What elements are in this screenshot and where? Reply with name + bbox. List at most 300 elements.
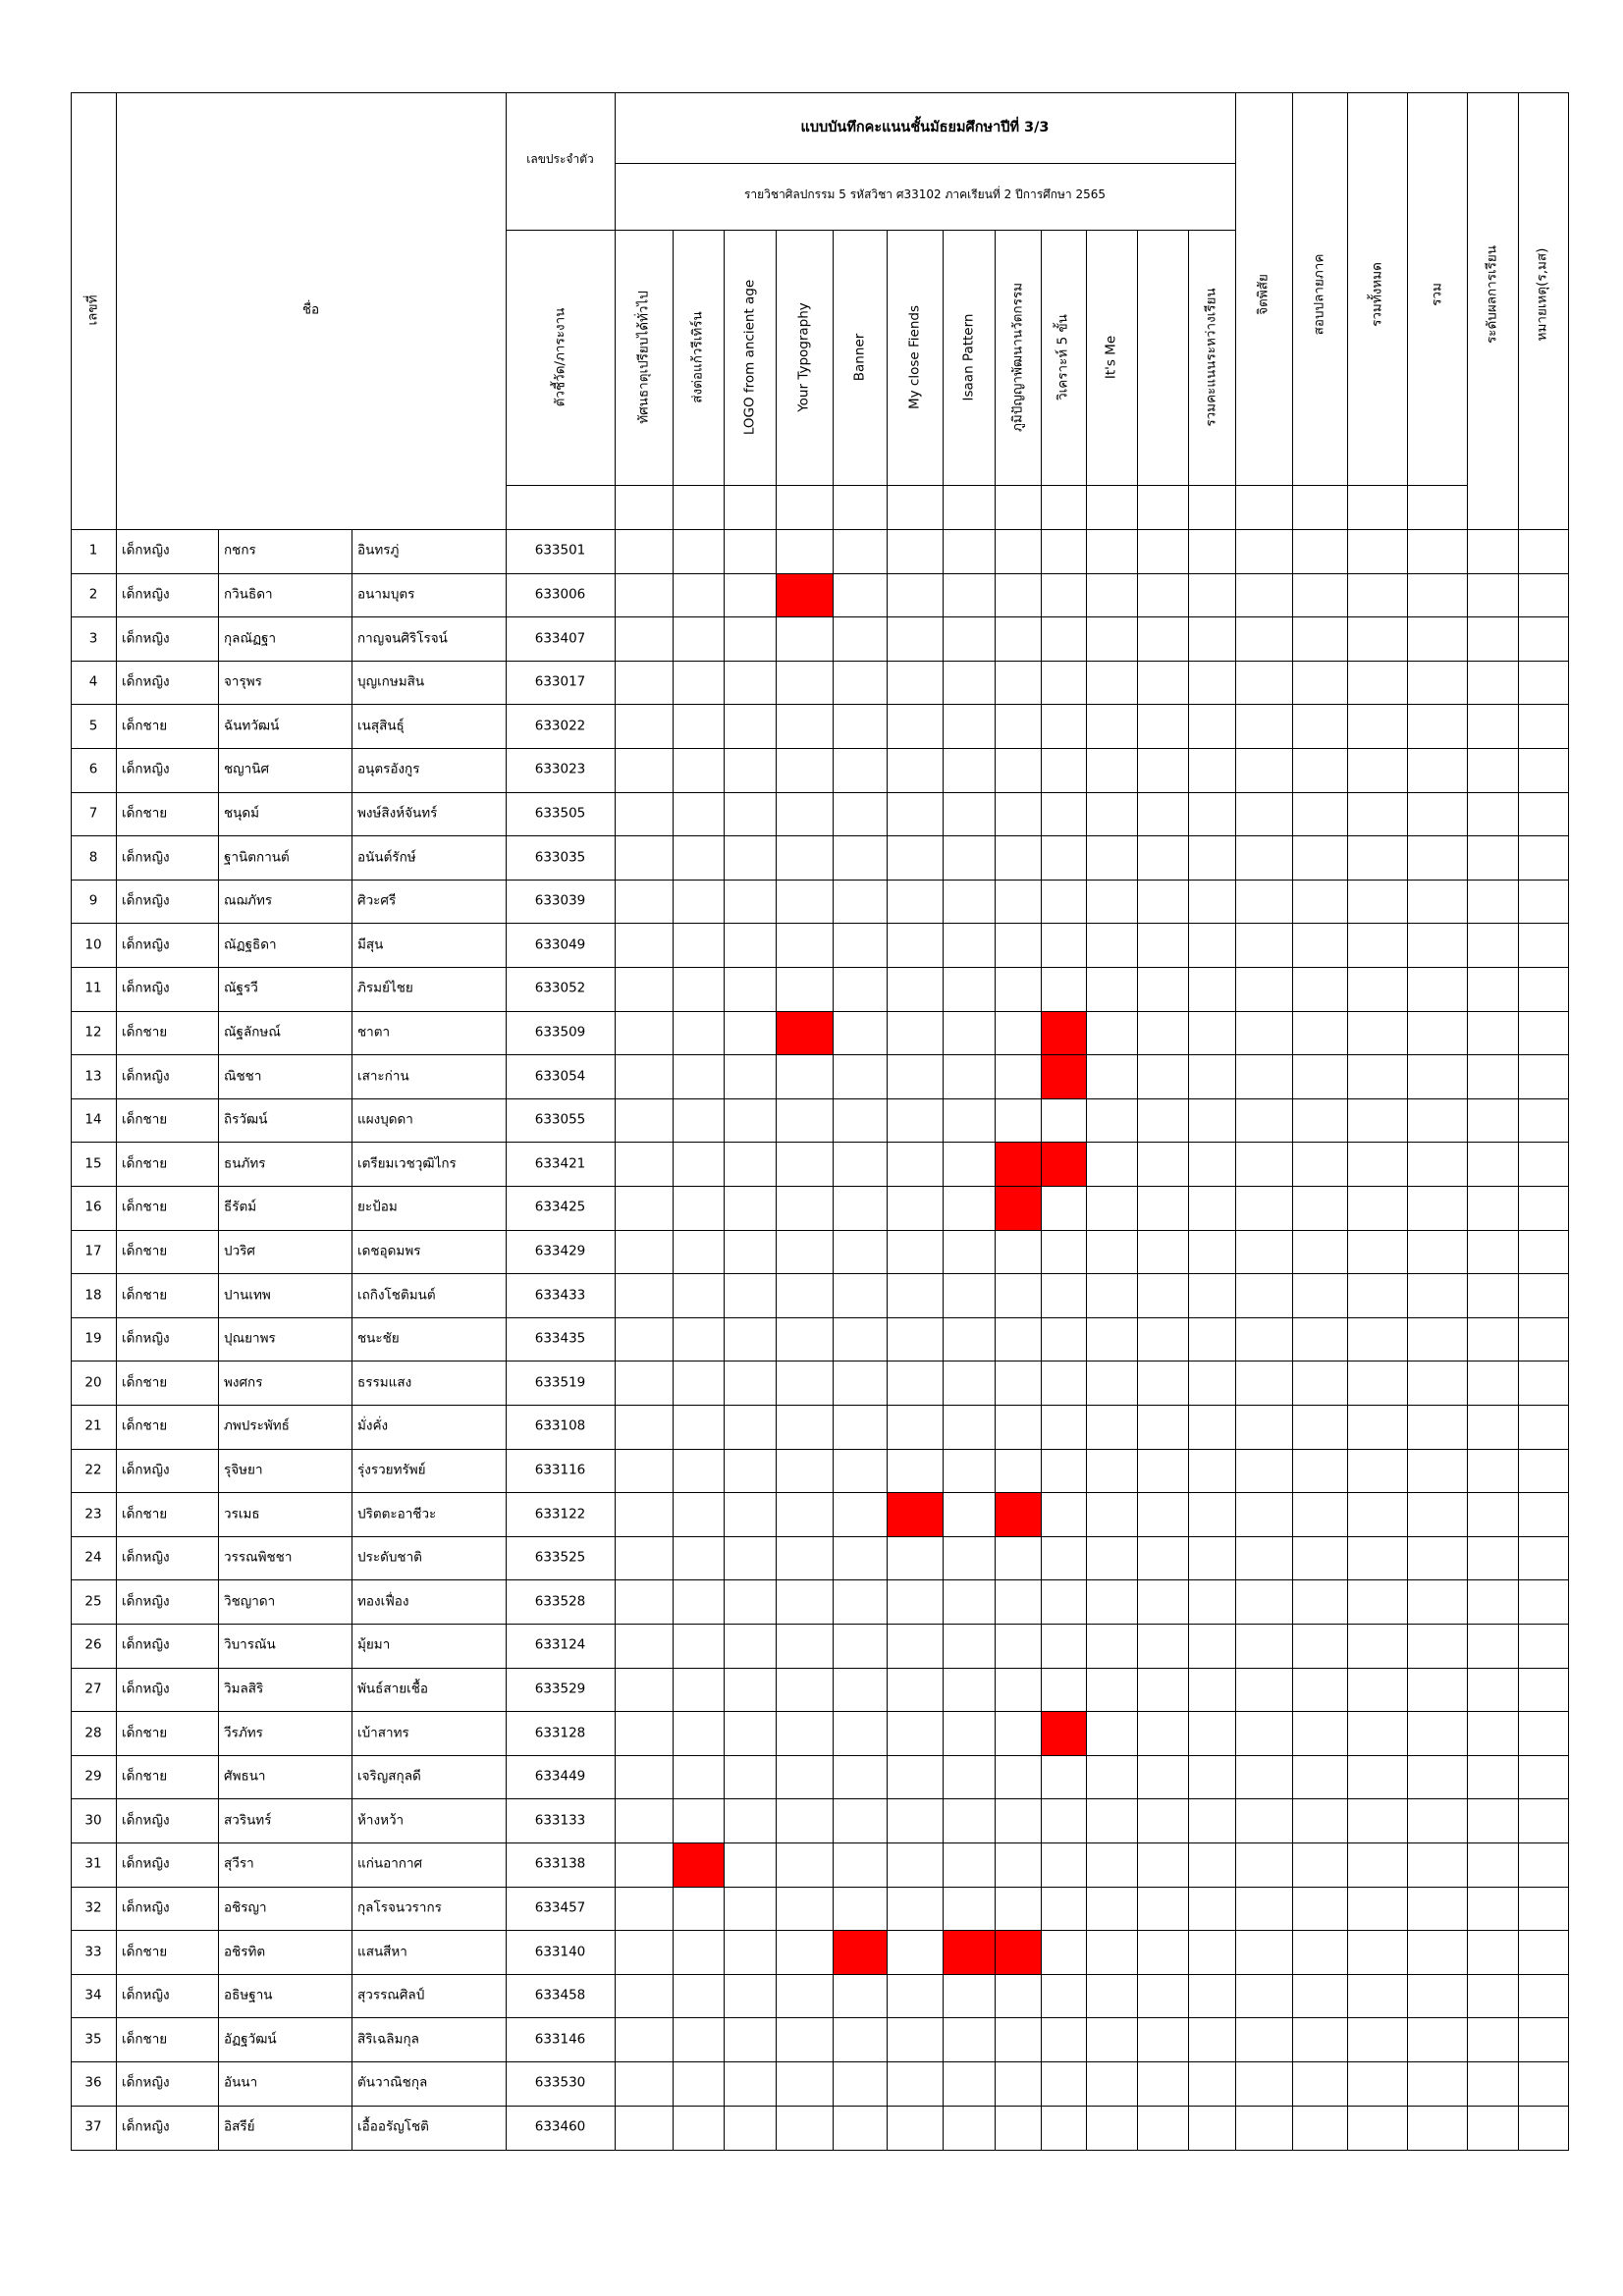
score-cell	[673, 1755, 726, 1800]
score-cell	[1407, 835, 1469, 881]
score-cell	[673, 967, 726, 1012]
student-id: 633022	[534, 717, 586, 733]
score-cell	[1407, 1668, 1469, 1713]
score-cell	[1041, 1186, 1088, 1231]
score-cell	[1137, 1755, 1190, 1800]
student-prefix: เด็กชาย	[122, 1505, 168, 1522]
score-cell	[1407, 1054, 1469, 1099]
score-cell	[1347, 661, 1409, 706]
right-header-label-4: รวม	[1428, 283, 1444, 306]
score-cell	[1086, 1579, 1139, 1625]
student-last-name: กุลโรจนวรากร	[357, 1899, 442, 1916]
student-prefix: เด็กชาย	[122, 1154, 168, 1171]
student-no: 15	[84, 1154, 102, 1171]
score-cell	[833, 1011, 889, 1056]
score-cell	[943, 2106, 997, 2151]
score-cell	[995, 1317, 1043, 1362]
score-cell	[995, 2061, 1043, 2107]
score-cell	[887, 1974, 945, 2019]
score-cell	[1347, 1887, 1409, 1932]
score-cell	[673, 792, 726, 837]
student-first-name: ภพประพัทธ์	[224, 1417, 290, 1434]
score-cell	[1235, 2061, 1294, 2107]
score-cell	[1518, 967, 1569, 1012]
score-cell	[1235, 616, 1294, 662]
student-id: 633006	[534, 586, 586, 603]
score-cell	[1041, 616, 1088, 662]
score-cell	[724, 1098, 778, 1144]
score-cell	[1188, 1405, 1237, 1450]
score-cell	[833, 835, 889, 881]
score-cell	[1467, 2017, 1520, 2062]
student-last-name: ชนะชัย	[357, 1330, 400, 1347]
score-cell	[1292, 1449, 1349, 1494]
score-cell	[1292, 1011, 1349, 1056]
score-cell	[1086, 923, 1139, 968]
student-last-name: อนุตรอังกูร	[357, 761, 420, 777]
score-cell	[1235, 1930, 1294, 1975]
score-cell	[1137, 2106, 1190, 2151]
score-cell	[1086, 1186, 1139, 1231]
score-cell	[776, 1405, 835, 1450]
score-cell	[1235, 1974, 1294, 2019]
score-cell	[1347, 1054, 1409, 1099]
score-cell	[1347, 835, 1409, 881]
score-cell	[1188, 1492, 1237, 1537]
score-cell	[833, 880, 889, 925]
score-cell	[776, 1579, 835, 1625]
score-cell	[673, 1798, 726, 1843]
score-cell	[1518, 2106, 1569, 2151]
score-cell	[1292, 1755, 1349, 1800]
score-cell	[1041, 1579, 1088, 1625]
score-cell	[673, 1974, 726, 2019]
score-cell	[943, 1536, 997, 1581]
score-cell	[776, 967, 835, 1012]
score-cell	[724, 1624, 778, 1669]
score-cell	[887, 529, 945, 574]
score-cell	[1235, 1098, 1294, 1144]
score-cell	[615, 529, 675, 574]
score-cell	[1407, 748, 1469, 793]
score-cell	[1188, 1142, 1237, 1187]
score-cell	[1292, 1711, 1349, 1756]
score-cell	[1041, 1668, 1088, 1713]
score-cell	[1347, 748, 1409, 793]
student-prefix: เด็กชาย	[122, 1943, 168, 1959]
score-cell	[1467, 1536, 1520, 1581]
score-cell	[1407, 967, 1469, 1012]
score-cell	[1347, 1142, 1409, 1187]
score-cell	[1347, 1449, 1409, 1494]
score-cell	[1041, 1536, 1088, 1581]
score-cell	[1518, 1449, 1569, 1494]
score-cell	[1188, 1579, 1237, 1625]
score-cell	[1518, 792, 1569, 837]
score-cell	[615, 1230, 675, 1275]
score-cell	[1188, 1098, 1237, 1144]
student-no: 24	[84, 1549, 102, 1566]
task-blank-cell	[724, 485, 778, 531]
task-blank-cell	[833, 485, 889, 531]
student-first-name: วรรณพิชชา	[224, 1549, 293, 1566]
score-cell	[1407, 573, 1469, 618]
score-cell	[1235, 1711, 1294, 1756]
student-last-name: มีสุน	[357, 935, 384, 952]
score-cell	[1041, 880, 1088, 925]
score-cell	[673, 1142, 726, 1187]
score-cell	[724, 661, 778, 706]
score-cell	[615, 1361, 675, 1406]
score-cell	[1137, 1405, 1190, 1450]
score-cell	[1137, 573, 1190, 618]
score-cell	[943, 1711, 997, 1756]
score-cell	[887, 1361, 945, 1406]
student-prefix: เด็กหญิง	[122, 1987, 170, 2003]
score-cell	[1235, 880, 1294, 925]
score-cell	[1188, 573, 1237, 618]
score-cell	[1188, 704, 1237, 749]
student-first-name: วิชญาดา	[224, 1592, 276, 1609]
score-cell	[673, 1492, 726, 1537]
score-cell	[833, 1711, 889, 1756]
score-cell	[1347, 923, 1409, 968]
score-cell	[1041, 1449, 1088, 1494]
score-cell	[673, 704, 726, 749]
student-first-name: วีรภัทร	[224, 1724, 263, 1740]
student-first-name: ณัฐลักษณ์	[224, 1024, 281, 1041]
score-cell	[615, 1798, 675, 1843]
student-first-name: ชนุดม์	[224, 805, 260, 822]
score-cell	[1407, 2106, 1469, 2151]
student-id: 633433	[534, 1286, 586, 1303]
student-prefix: เด็กหญิง	[122, 1681, 170, 1697]
score-cell	[776, 1054, 835, 1099]
score-cell	[943, 616, 997, 662]
score-cell	[1467, 1755, 1520, 1800]
score-cell	[1467, 1361, 1520, 1406]
score-cell	[1347, 1405, 1409, 1450]
score-cell	[724, 748, 778, 793]
task-header-label-1: ทัศนธาตุเปรียบได้ทั่วไป	[634, 291, 651, 424]
student-id: 633124	[534, 1636, 586, 1653]
right-blank-cell	[1292, 485, 1349, 531]
student-id: 633052	[534, 980, 586, 996]
score-cell	[776, 2106, 835, 2151]
student-id: 633049	[534, 935, 586, 952]
student-no: 18	[84, 1286, 102, 1303]
score-cell	[1292, 880, 1349, 925]
score-cell	[995, 616, 1043, 662]
right-blank-cell	[1407, 485, 1469, 531]
score-cell	[1235, 1054, 1294, 1099]
student-first-name: กวินธิดา	[224, 586, 273, 603]
student-last-name: ชาตา	[357, 1024, 391, 1041]
score-cell	[1347, 1930, 1409, 1975]
score-cell	[1188, 880, 1237, 925]
score-cell	[1347, 529, 1409, 574]
score-cell	[1347, 1361, 1409, 1406]
score-cell	[943, 792, 997, 837]
score-cell	[1292, 1492, 1349, 1537]
score-cell	[1467, 923, 1520, 968]
student-prefix: เด็กหญิง	[122, 629, 170, 646]
score-cell	[1188, 1842, 1237, 1888]
score-cell	[1407, 923, 1469, 968]
student-id: 633458	[534, 1987, 586, 2003]
score-cell	[615, 1624, 675, 1669]
score-cell	[1347, 880, 1409, 925]
score-cell	[887, 1798, 945, 1843]
score-cell	[1086, 1492, 1139, 1537]
score-cell	[995, 2017, 1043, 2062]
student-prefix: เด็กหญิง	[122, 1855, 170, 1872]
score-cell	[1137, 1317, 1190, 1362]
score-cell	[1467, 661, 1520, 706]
score-cell	[943, 1624, 997, 1669]
score-cell	[1407, 1536, 1469, 1581]
score-cell	[724, 2061, 778, 2107]
score-cell	[1407, 1273, 1469, 1318]
score-cell	[1518, 529, 1569, 574]
score-cell	[776, 923, 835, 968]
score-cell	[1292, 704, 1349, 749]
score-cell	[1292, 529, 1349, 574]
score-cell	[1347, 1668, 1409, 1713]
score-cell	[1467, 1142, 1520, 1187]
student-prefix: เด็กชาย	[122, 1024, 168, 1041]
score-cell	[1235, 1492, 1294, 1537]
score-cell	[1407, 1449, 1469, 1494]
score-cell	[1467, 1842, 1520, 1888]
score-cell	[1086, 1142, 1139, 1187]
student-last-name: เตรียมเวชวุฒิไกร	[357, 1154, 457, 1171]
score-cell	[1235, 967, 1294, 1012]
student-first-name: วิบารณัน	[224, 1636, 276, 1653]
score-cell	[615, 967, 675, 1012]
score-cell	[1292, 616, 1349, 662]
score-cell	[943, 1492, 997, 1537]
score-cell	[1235, 1624, 1294, 1669]
student-first-name: ฉันทวัฒน์	[224, 717, 280, 733]
student-no: 21	[84, 1417, 102, 1434]
task-blank-cell	[776, 485, 835, 531]
score-cell	[995, 1974, 1043, 2019]
score-cell	[995, 967, 1043, 1012]
score-cell	[1137, 1098, 1190, 1144]
score-cell	[1518, 835, 1569, 881]
task-blank-cell	[887, 485, 945, 531]
score-cell	[1041, 1317, 1088, 1362]
score-cell	[724, 1711, 778, 1756]
score-cell	[1086, 704, 1139, 749]
student-id: 633505	[534, 805, 586, 822]
score-cell	[1467, 967, 1520, 1012]
student-first-name: ปานเทพ	[224, 1286, 271, 1303]
score-cell	[1041, 661, 1088, 706]
score-cell	[615, 1930, 675, 1975]
score-cell	[1086, 1230, 1139, 1275]
score-cell	[615, 1405, 675, 1450]
score-cell	[673, 1579, 726, 1625]
score-cell	[724, 573, 778, 618]
score-cell	[1086, 1755, 1139, 1800]
score-cell	[615, 2106, 675, 2151]
score-cell	[1292, 1142, 1349, 1187]
task-header-label-5: Banner	[850, 333, 867, 382]
score-cell	[1235, 835, 1294, 881]
header-indicator-label: ตัวชี้วัด/ภาระงาน	[551, 307, 568, 407]
score-cell	[1188, 1449, 1237, 1494]
task-blank-cell	[615, 485, 675, 531]
score-cell	[615, 1974, 675, 2019]
student-first-name: กุลณัฏฐา	[224, 629, 277, 646]
score-cell	[1041, 1930, 1088, 1975]
score-cell	[1518, 1011, 1569, 1056]
score-cell	[1407, 1142, 1469, 1187]
score-cell	[1518, 1273, 1569, 1318]
score-cell	[724, 880, 778, 925]
score-cell	[1407, 1755, 1469, 1800]
task-blank-cell	[1137, 485, 1190, 531]
score-cell	[943, 1798, 997, 1843]
score-cell	[887, 661, 945, 706]
score-cell	[1292, 1798, 1349, 1843]
score-cell	[724, 529, 778, 574]
score-cell	[776, 1624, 835, 1669]
score-cell	[1407, 1842, 1469, 1888]
student-no: 29	[84, 1768, 102, 1785]
score-cell	[615, 748, 675, 793]
score-cell	[887, 1098, 945, 1144]
score-cell	[776, 1536, 835, 1581]
student-no: 28	[84, 1724, 102, 1740]
score-cell	[995, 1230, 1043, 1275]
score-cell	[724, 1186, 778, 1231]
score-cell	[776, 792, 835, 837]
score-cell	[1235, 1798, 1294, 1843]
score-cell	[1292, 1579, 1349, 1625]
score-cell	[1041, 1098, 1088, 1144]
score-cell	[1086, 1842, 1139, 1888]
score-cell	[995, 1536, 1043, 1581]
score-cell	[1188, 1536, 1237, 1581]
score-cell	[1467, 573, 1520, 618]
score-cell	[833, 1492, 889, 1537]
score-cell	[833, 1273, 889, 1318]
student-last-name: เอื้ออรัญโชติ	[357, 2118, 429, 2135]
score-cell	[1041, 835, 1088, 881]
student-prefix: เด็กชาย	[122, 805, 168, 822]
student-no: 20	[84, 1373, 102, 1390]
score-cell	[1086, 2017, 1139, 2062]
score-cell	[776, 1230, 835, 1275]
student-prefix: เด็กหญิง	[122, 1592, 170, 1609]
score-cell	[995, 1624, 1043, 1669]
score-cell	[1086, 616, 1139, 662]
missing-work-mark	[995, 1142, 1043, 1187]
score-cell	[1188, 1711, 1237, 1756]
score-cell	[1292, 1098, 1349, 1144]
score-cell	[833, 923, 889, 968]
missing-work-mark	[995, 1492, 1043, 1537]
score-cell	[724, 1230, 778, 1275]
score-cell	[833, 2061, 889, 2107]
student-first-name: สุวีรา	[224, 1855, 254, 1872]
student-prefix: เด็กหญิง	[122, 1462, 170, 1478]
score-cell	[1347, 1536, 1409, 1581]
score-cell	[1518, 1668, 1569, 1713]
score-cell	[1086, 1449, 1139, 1494]
score-cell	[1347, 573, 1409, 618]
score-cell	[673, 2061, 726, 2107]
score-cell	[615, 880, 675, 925]
score-cell	[724, 1361, 778, 1406]
score-cell	[724, 1579, 778, 1625]
score-cell	[1235, 1449, 1294, 1494]
student-id: 633519	[534, 1373, 586, 1390]
student-no: 12	[84, 1024, 102, 1041]
score-cell	[887, 923, 945, 968]
score-cell	[1137, 1624, 1190, 1669]
score-cell	[776, 1887, 835, 1932]
score-cell	[673, 1405, 726, 1450]
score-cell	[1467, 748, 1520, 793]
score-cell	[615, 2017, 675, 2062]
student-no: 1	[88, 542, 98, 559]
score-cell	[1467, 2061, 1520, 2107]
missing-work-mark	[776, 1011, 835, 1056]
score-cell	[1086, 1536, 1139, 1581]
student-last-name: ห้างหว้า	[357, 1811, 405, 1828]
score-cell	[1188, 1668, 1237, 1713]
student-first-name: พงศกร	[224, 1373, 263, 1390]
score-cell	[1086, 1317, 1139, 1362]
score-cell	[1188, 1755, 1237, 1800]
student-no: 19	[84, 1330, 102, 1347]
student-id: 633054	[534, 1067, 586, 1084]
student-no: 7	[88, 805, 98, 822]
score-cell	[1086, 1887, 1139, 1932]
student-last-name: เถกิงโชติมนต์	[357, 1286, 436, 1303]
score-cell	[1347, 792, 1409, 837]
score-cell	[776, 1798, 835, 1843]
score-cell	[833, 1230, 889, 1275]
score-cell	[1137, 1449, 1190, 1494]
student-id: 633128	[534, 1724, 586, 1740]
score-cell	[995, 661, 1043, 706]
score-cell	[995, 1755, 1043, 1800]
score-cell	[1407, 2017, 1469, 2062]
header-name-label: ชื่อ	[301, 301, 320, 318]
score-cell	[1347, 1842, 1409, 1888]
score-cell	[724, 1011, 778, 1056]
score-cell	[1518, 923, 1569, 968]
student-first-name: ฐานิตกานต์	[224, 848, 290, 865]
score-cell	[833, 704, 889, 749]
score-cell	[1188, 1930, 1237, 1975]
score-cell	[1467, 835, 1520, 881]
score-cell	[943, 529, 997, 574]
student-no: 33	[84, 1943, 102, 1959]
score-cell	[833, 661, 889, 706]
score-cell	[1292, 1230, 1349, 1275]
score-cell	[995, 2106, 1043, 2151]
score-cell	[1292, 835, 1349, 881]
score-cell	[615, 1098, 675, 1144]
score-cell	[673, 1054, 726, 1099]
score-cell	[1347, 1798, 1409, 1843]
